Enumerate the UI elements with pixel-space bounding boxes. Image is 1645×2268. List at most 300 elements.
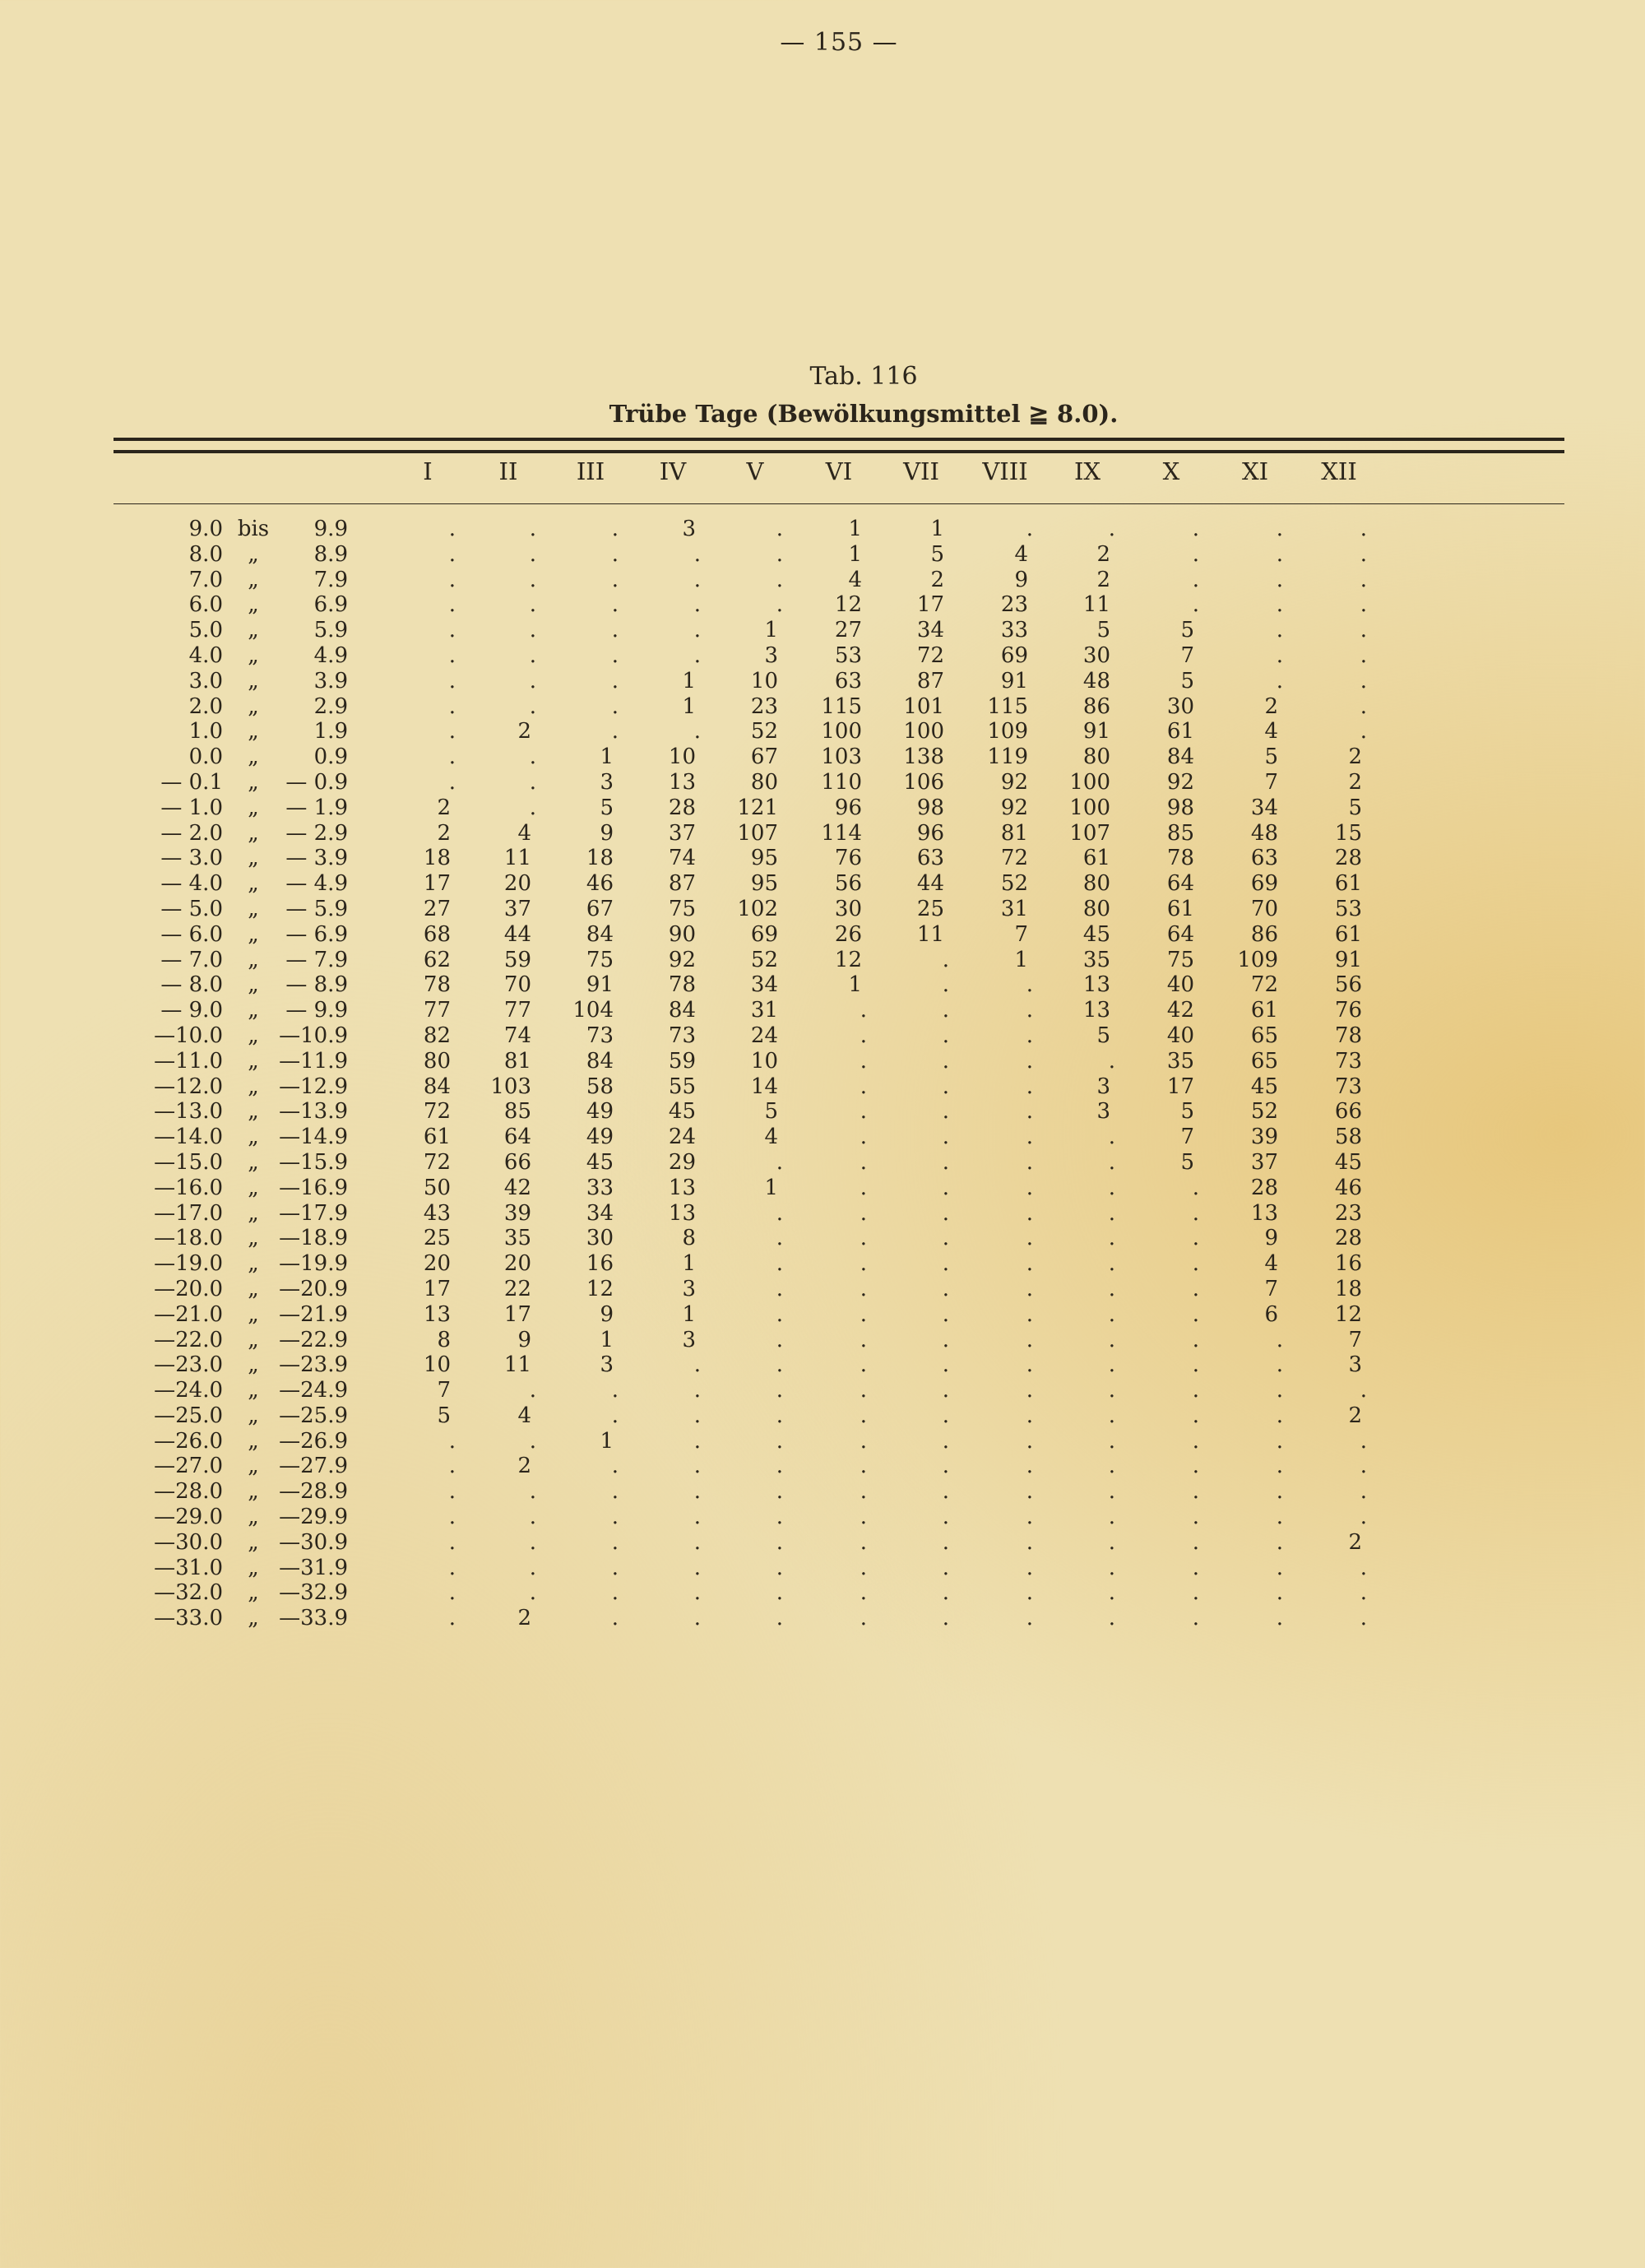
- table-cell: .: [942, 1327, 949, 1352]
- range-label: [115, 542, 362, 567]
- table-cell: 12: [834, 947, 862, 972]
- range-separator: „: [248, 541, 259, 567]
- table-cell: 30: [834, 896, 862, 921]
- table-cell: .: [1192, 1251, 1199, 1277]
- range-label: [115, 948, 362, 972]
- range-separator: „: [248, 896, 259, 921]
- table-cell: .: [1276, 567, 1283, 592]
- range-separator: „: [248, 871, 259, 897]
- range-label: [115, 1328, 362, 1352]
- table-cell: 91: [1334, 947, 1362, 972]
- table-cell: 1: [682, 1251, 696, 1277]
- range-separator: „: [248, 1479, 259, 1505]
- table-cell: .: [693, 1403, 701, 1428]
- table-cell: .: [860, 1378, 867, 1403]
- table-cell: .: [776, 1479, 783, 1505]
- table-cell: .: [860, 1454, 867, 1479]
- table-cell: 95: [750, 871, 778, 897]
- table-cell: .: [1108, 1276, 1115, 1301]
- table-cell: 9: [1014, 567, 1028, 592]
- table-cell: .: [860, 1327, 867, 1352]
- table-cell: .: [776, 1555, 783, 1580]
- table-cell: .: [1026, 1175, 1033, 1200]
- range-separator: „: [248, 642, 259, 668]
- table-cell: 29: [668, 1149, 696, 1175]
- table-cell: .: [860, 1479, 867, 1505]
- table-cell: 84: [586, 921, 614, 947]
- range-to: — 8.9: [285, 972, 348, 998]
- range-from: 4.0: [188, 642, 223, 668]
- range-label: [115, 1201, 362, 1226]
- range-separator: „: [248, 1580, 259, 1606]
- table-row: [0, 1454, 1645, 1479]
- range-from: —28.0: [154, 1479, 223, 1505]
- range-to: —16.9: [279, 1175, 348, 1200]
- range-to: —24.9: [279, 1378, 348, 1403]
- table-row: [0, 1074, 1645, 1100]
- table-cell: .: [693, 592, 701, 618]
- month-header: III: [576, 457, 605, 485]
- table-cell: .: [776, 1606, 783, 1631]
- table-cell: .: [1026, 1352, 1033, 1378]
- range-label: [115, 1226, 362, 1250]
- table-cell: .: [611, 642, 619, 668]
- table-cell: 61: [423, 1125, 451, 1150]
- table-row: [0, 846, 1645, 871]
- table-cell: 69: [1250, 871, 1278, 897]
- table-cell: .: [529, 1479, 536, 1505]
- table-cell: 50: [423, 1175, 451, 1200]
- table-cell: .: [1192, 592, 1199, 618]
- range-to: — 0.9: [285, 769, 348, 795]
- table-cell: .: [860, 1529, 867, 1555]
- table-cell: .: [611, 567, 619, 592]
- table-cell: .: [942, 1428, 949, 1454]
- table-cell: .: [1276, 541, 1283, 567]
- table-cell: .: [529, 1505, 536, 1530]
- table-cell: 86: [1082, 693, 1110, 719]
- range-separator: „: [248, 1555, 259, 1580]
- table-cell: .: [1026, 1403, 1033, 1428]
- table-cell: 86: [1250, 921, 1278, 947]
- table-cell: .: [1026, 1149, 1033, 1175]
- range-to: —20.9: [279, 1276, 348, 1301]
- table-cell: .: [693, 1580, 701, 1606]
- range-label: [115, 972, 362, 997]
- table-cell: 81: [503, 1048, 531, 1074]
- table-cell: .: [1026, 1555, 1033, 1580]
- table-cell: 63: [834, 668, 862, 693]
- table-cell: .: [611, 719, 619, 744]
- range-label: [115, 694, 362, 719]
- table-cell: 87: [668, 871, 696, 897]
- range-to: —21.9: [279, 1301, 348, 1327]
- range-separator: „: [248, 1301, 259, 1327]
- range-from: —20.0: [154, 1276, 223, 1301]
- range-separator: „: [248, 1529, 259, 1555]
- table-cell: 13: [1082, 972, 1110, 998]
- table-cell: .: [1276, 1555, 1283, 1580]
- range-label: [115, 643, 362, 668]
- table-cell: 27: [834, 618, 862, 643]
- table-cell: .: [1026, 1529, 1033, 1555]
- range-separator: „: [248, 1352, 259, 1378]
- table-cell: .: [1192, 541, 1199, 567]
- table-cell: 23: [1000, 592, 1028, 618]
- table-cell: .: [1192, 1428, 1199, 1454]
- table-cell: .: [529, 668, 536, 693]
- table-cell: 5: [1180, 1149, 1194, 1175]
- range-from: 2.0: [188, 693, 223, 719]
- range-label: [115, 770, 362, 795]
- table-cell: .: [1108, 1505, 1115, 1530]
- table-cell: 3: [682, 1276, 696, 1301]
- table-cell: .: [1026, 517, 1033, 541]
- range-label: [115, 795, 362, 820]
- table-cell: .: [693, 1529, 701, 1555]
- table-cell: .: [1192, 517, 1199, 541]
- table-cell: 4: [517, 1403, 531, 1428]
- range-separator: „: [248, 1048, 259, 1074]
- table-cell: 35: [1166, 1048, 1194, 1074]
- range-to: —11.9: [279, 1048, 348, 1074]
- table-cell: 1: [682, 1301, 696, 1327]
- table-cell: 2: [1348, 744, 1362, 770]
- table-cell: 33: [586, 1175, 614, 1200]
- table-cell: .: [860, 1276, 867, 1301]
- table-cell: 5: [600, 795, 614, 820]
- range-separator: „: [248, 795, 259, 820]
- table-cell: .: [942, 1149, 949, 1175]
- table-cell: 5: [930, 541, 944, 567]
- table-row: [0, 744, 1645, 770]
- table-cell: 37: [668, 820, 696, 846]
- range-separator: „: [248, 972, 259, 998]
- table-cell: .: [860, 1505, 867, 1530]
- range-separator: „: [248, 1200, 259, 1226]
- table-cell: .: [448, 668, 456, 693]
- table-cell: 40: [1166, 972, 1194, 998]
- table-cell: 61: [1250, 998, 1278, 1023]
- table-cell: .: [693, 719, 701, 744]
- range-from: —13.0: [154, 1099, 223, 1125]
- range-to: 9.9: [313, 517, 348, 541]
- range-label: [115, 1176, 362, 1200]
- range-separator: „: [248, 567, 259, 592]
- range-to: —23.9: [279, 1352, 348, 1378]
- range-from: — 4.0: [160, 871, 223, 897]
- table-cell: .: [1192, 1529, 1199, 1555]
- table-cell: 52: [750, 719, 778, 744]
- table-cell: 2: [1264, 693, 1278, 719]
- table-cell: 4: [517, 820, 531, 846]
- table-cell: .: [1192, 1454, 1199, 1479]
- range-from: —14.0: [154, 1125, 223, 1150]
- table-cell: .: [1026, 1125, 1033, 1150]
- table-cell: .: [693, 1428, 701, 1454]
- table-cell: 100: [1069, 769, 1110, 795]
- range-label: [115, 1251, 362, 1276]
- table-cell: 2: [437, 820, 451, 846]
- range-from: —19.0: [154, 1251, 223, 1277]
- table-cell: 17: [1166, 1074, 1194, 1099]
- table-cell: .: [448, 567, 456, 592]
- table-cell: 107: [1069, 820, 1110, 846]
- table-top-rule: [114, 438, 1564, 441]
- table-cell: 1: [1014, 947, 1028, 972]
- range-from: 5.0: [188, 618, 223, 643]
- table-cell: 72: [423, 1099, 451, 1125]
- table-cell: .: [942, 1200, 949, 1226]
- table-cell: 69: [750, 921, 778, 947]
- table-cell: 61: [1082, 846, 1110, 871]
- table-cell: 35: [1082, 947, 1110, 972]
- range-separator: „: [248, 668, 259, 693]
- table-cell: 1: [930, 517, 944, 541]
- range-to: —15.9: [279, 1149, 348, 1175]
- table-cell: .: [1026, 1606, 1033, 1631]
- table-cell: .: [1360, 1606, 1367, 1631]
- table-cell: 13: [668, 769, 696, 795]
- table-cell: .: [1276, 668, 1283, 693]
- table-cell: .: [611, 541, 619, 567]
- table-cell: .: [1276, 642, 1283, 668]
- table-cell: .: [1276, 1606, 1283, 1631]
- range-separator: „: [248, 744, 259, 770]
- table-cell: .: [942, 1125, 949, 1150]
- table-cell: .: [693, 541, 701, 567]
- table-cell: 4: [1264, 1251, 1278, 1277]
- table-cell: .: [1026, 1276, 1033, 1301]
- table-cell: .: [942, 1580, 949, 1606]
- range-from: —31.0: [154, 1555, 223, 1580]
- table-cell: 59: [503, 947, 531, 972]
- table-cell: 37: [503, 896, 531, 921]
- range-to: —33.9: [279, 1606, 348, 1631]
- table-row: [0, 1556, 1645, 1581]
- table-cell: 138: [903, 744, 944, 770]
- table-cell: 45: [1334, 1149, 1362, 1175]
- table-cell: 73: [1334, 1074, 1362, 1099]
- table-cell: 67: [750, 744, 778, 770]
- table-cell: 17: [423, 871, 451, 897]
- table-cell: 3: [1096, 1099, 1110, 1125]
- table-cell: 3: [764, 642, 778, 668]
- table-cell: 73: [586, 1023, 614, 1048]
- table-cell: 115: [821, 693, 862, 719]
- table-cell: .: [693, 1479, 701, 1505]
- range-from: —26.0: [154, 1428, 223, 1454]
- table-cell: .: [1192, 567, 1199, 592]
- table-cell: 45: [586, 1149, 614, 1175]
- table-cell: .: [1026, 1048, 1033, 1074]
- table-cell: .: [860, 1403, 867, 1428]
- table-cell: .: [942, 1403, 949, 1428]
- table-cell: 107: [737, 820, 778, 846]
- table-cell: .: [942, 1048, 949, 1074]
- table-cell: .: [448, 744, 456, 770]
- month-header: IV: [659, 457, 687, 485]
- range-from: — 7.0: [160, 947, 223, 972]
- table-cell: .: [1108, 1226, 1115, 1251]
- table-cell: 44: [503, 921, 531, 947]
- table-cell: .: [611, 618, 619, 643]
- table-cell: 98: [916, 795, 944, 820]
- range-label: [115, 1403, 362, 1428]
- range-from: — 3.0: [160, 846, 223, 871]
- table-cell: 103: [490, 1074, 531, 1099]
- range-from: —16.0: [154, 1175, 223, 1200]
- range-to: —25.9: [279, 1403, 348, 1428]
- table-cell: 58: [586, 1074, 614, 1099]
- range-label: [115, 1556, 362, 1580]
- table-cell: .: [860, 1352, 867, 1378]
- table-cell: .: [860, 1200, 867, 1226]
- range-separator: „: [248, 693, 259, 719]
- table-row: [0, 1352, 1645, 1378]
- table-cell: 1: [682, 693, 696, 719]
- table-cell: 91: [1082, 719, 1110, 744]
- table-cell: 78: [1166, 846, 1194, 871]
- table-cell: .: [448, 1580, 456, 1606]
- table-row: [0, 770, 1645, 795]
- table-cell: .: [611, 1454, 619, 1479]
- table-cell: 10: [423, 1352, 451, 1378]
- range-separator: „: [248, 1276, 259, 1301]
- table-cell: .: [1026, 1454, 1033, 1479]
- range-from: 8.0: [188, 541, 223, 567]
- table-cell: .: [860, 1428, 867, 1454]
- table-body: [0, 517, 1645, 1631]
- table-cell: .: [1026, 1099, 1033, 1125]
- table-cell: 18: [1334, 1276, 1362, 1301]
- table-row: [0, 795, 1645, 821]
- table-cell: 104: [572, 998, 614, 1023]
- range-to: —17.9: [279, 1200, 348, 1226]
- range-from: —29.0: [154, 1505, 223, 1530]
- table-cell: .: [776, 1200, 783, 1226]
- table-title: Trübe Tage (Bewölkungsmittel ≧ 8.0).: [609, 400, 1119, 428]
- range-from: —10.0: [154, 1023, 223, 1048]
- table-cell: .: [1108, 1301, 1115, 1327]
- range-from: —22.0: [154, 1327, 223, 1352]
- table-cell: 84: [1166, 744, 1194, 770]
- table-row: [0, 1023, 1645, 1049]
- table-cell: .: [611, 1505, 619, 1530]
- table-cell: 80: [1082, 744, 1110, 770]
- table-cell: .: [1108, 1251, 1115, 1277]
- table-cell: .: [611, 1378, 619, 1403]
- table-cell: .: [776, 1505, 783, 1530]
- table-cell: 110: [821, 769, 862, 795]
- month-header: VIII: [982, 457, 1028, 485]
- table-cell: .: [1360, 1378, 1367, 1403]
- range-to: 6.9: [313, 592, 348, 618]
- table-cell: .: [611, 1606, 619, 1631]
- table-row: [0, 821, 1645, 846]
- range-label: [115, 1074, 362, 1099]
- month-header: VI: [825, 457, 853, 485]
- table-cell: 8: [682, 1226, 696, 1251]
- table-cell: 72: [423, 1149, 451, 1175]
- table-cell: 9: [600, 820, 614, 846]
- range-to: —30.9: [279, 1529, 348, 1555]
- range-to: —31.9: [279, 1555, 348, 1580]
- table-cell: 72: [916, 642, 944, 668]
- table-cell: 13: [668, 1175, 696, 1200]
- table-cell: 67: [586, 896, 614, 921]
- table-cell: 84: [423, 1074, 451, 1099]
- table-cell: 1: [764, 618, 778, 643]
- table-cell: .: [776, 1454, 783, 1479]
- month-header: VII: [903, 457, 939, 485]
- table-cell: 16: [1334, 1251, 1362, 1277]
- table-cell: 18: [423, 846, 451, 871]
- range-separator: „: [248, 947, 259, 972]
- range-to: 4.9: [313, 642, 348, 668]
- table-cell: 84: [668, 998, 696, 1023]
- table-cell: .: [1192, 1175, 1199, 1200]
- range-from: 6.0: [188, 592, 223, 618]
- table-cell: 70: [1250, 896, 1278, 921]
- table-cell: 70: [503, 972, 531, 998]
- table-cell: .: [1192, 1580, 1199, 1606]
- table-cell: 27: [423, 896, 451, 921]
- table-cell: 12: [586, 1276, 614, 1301]
- table-cell: 2: [1348, 1529, 1362, 1555]
- table-cell: 1: [600, 1428, 614, 1454]
- range-from: —27.0: [154, 1454, 223, 1479]
- range-to: 0.9: [313, 744, 348, 770]
- range-from: 0.0: [188, 744, 223, 770]
- range-from: — 1.0: [160, 795, 223, 820]
- table-cell: 96: [834, 795, 862, 820]
- table-cell: 80: [750, 769, 778, 795]
- table-cell: 3: [1348, 1352, 1362, 1378]
- table-cell: .: [529, 1529, 536, 1555]
- table-cell: .: [1360, 1479, 1367, 1505]
- range-label: [115, 1429, 362, 1454]
- table-cell: .: [1192, 1301, 1199, 1327]
- table-cell: .: [776, 1352, 783, 1378]
- table-cell: 92: [1000, 795, 1028, 820]
- table-cell: .: [448, 1529, 456, 1555]
- table-cell: .: [1360, 693, 1367, 719]
- table-cell: 34: [916, 618, 944, 643]
- table-cell: 13: [1250, 1200, 1278, 1226]
- table-cell: .: [1192, 1479, 1199, 1505]
- range-to: 1.9: [313, 719, 348, 744]
- page-number: — 155 —: [780, 28, 898, 57]
- table-cell: 13: [423, 1301, 451, 1327]
- range-from: — 6.0: [160, 921, 223, 947]
- table-cell: 31: [750, 998, 778, 1023]
- table-cell: 63: [916, 846, 944, 871]
- table-cell: .: [942, 947, 949, 972]
- table-cell: .: [1276, 1479, 1283, 1505]
- range-from: —32.0: [154, 1580, 223, 1606]
- table-cell: 3: [600, 769, 614, 795]
- table-cell: 4: [848, 567, 862, 592]
- table-cell: .: [693, 1352, 701, 1378]
- table-cell: 4: [1014, 541, 1028, 567]
- month-header: IX: [1073, 457, 1101, 485]
- range-label: [115, 1277, 362, 1301]
- table-cell: 34: [1250, 795, 1278, 820]
- table-row: [0, 1201, 1645, 1227]
- range-to: —32.9: [279, 1580, 348, 1606]
- table-cell: 49: [586, 1099, 614, 1125]
